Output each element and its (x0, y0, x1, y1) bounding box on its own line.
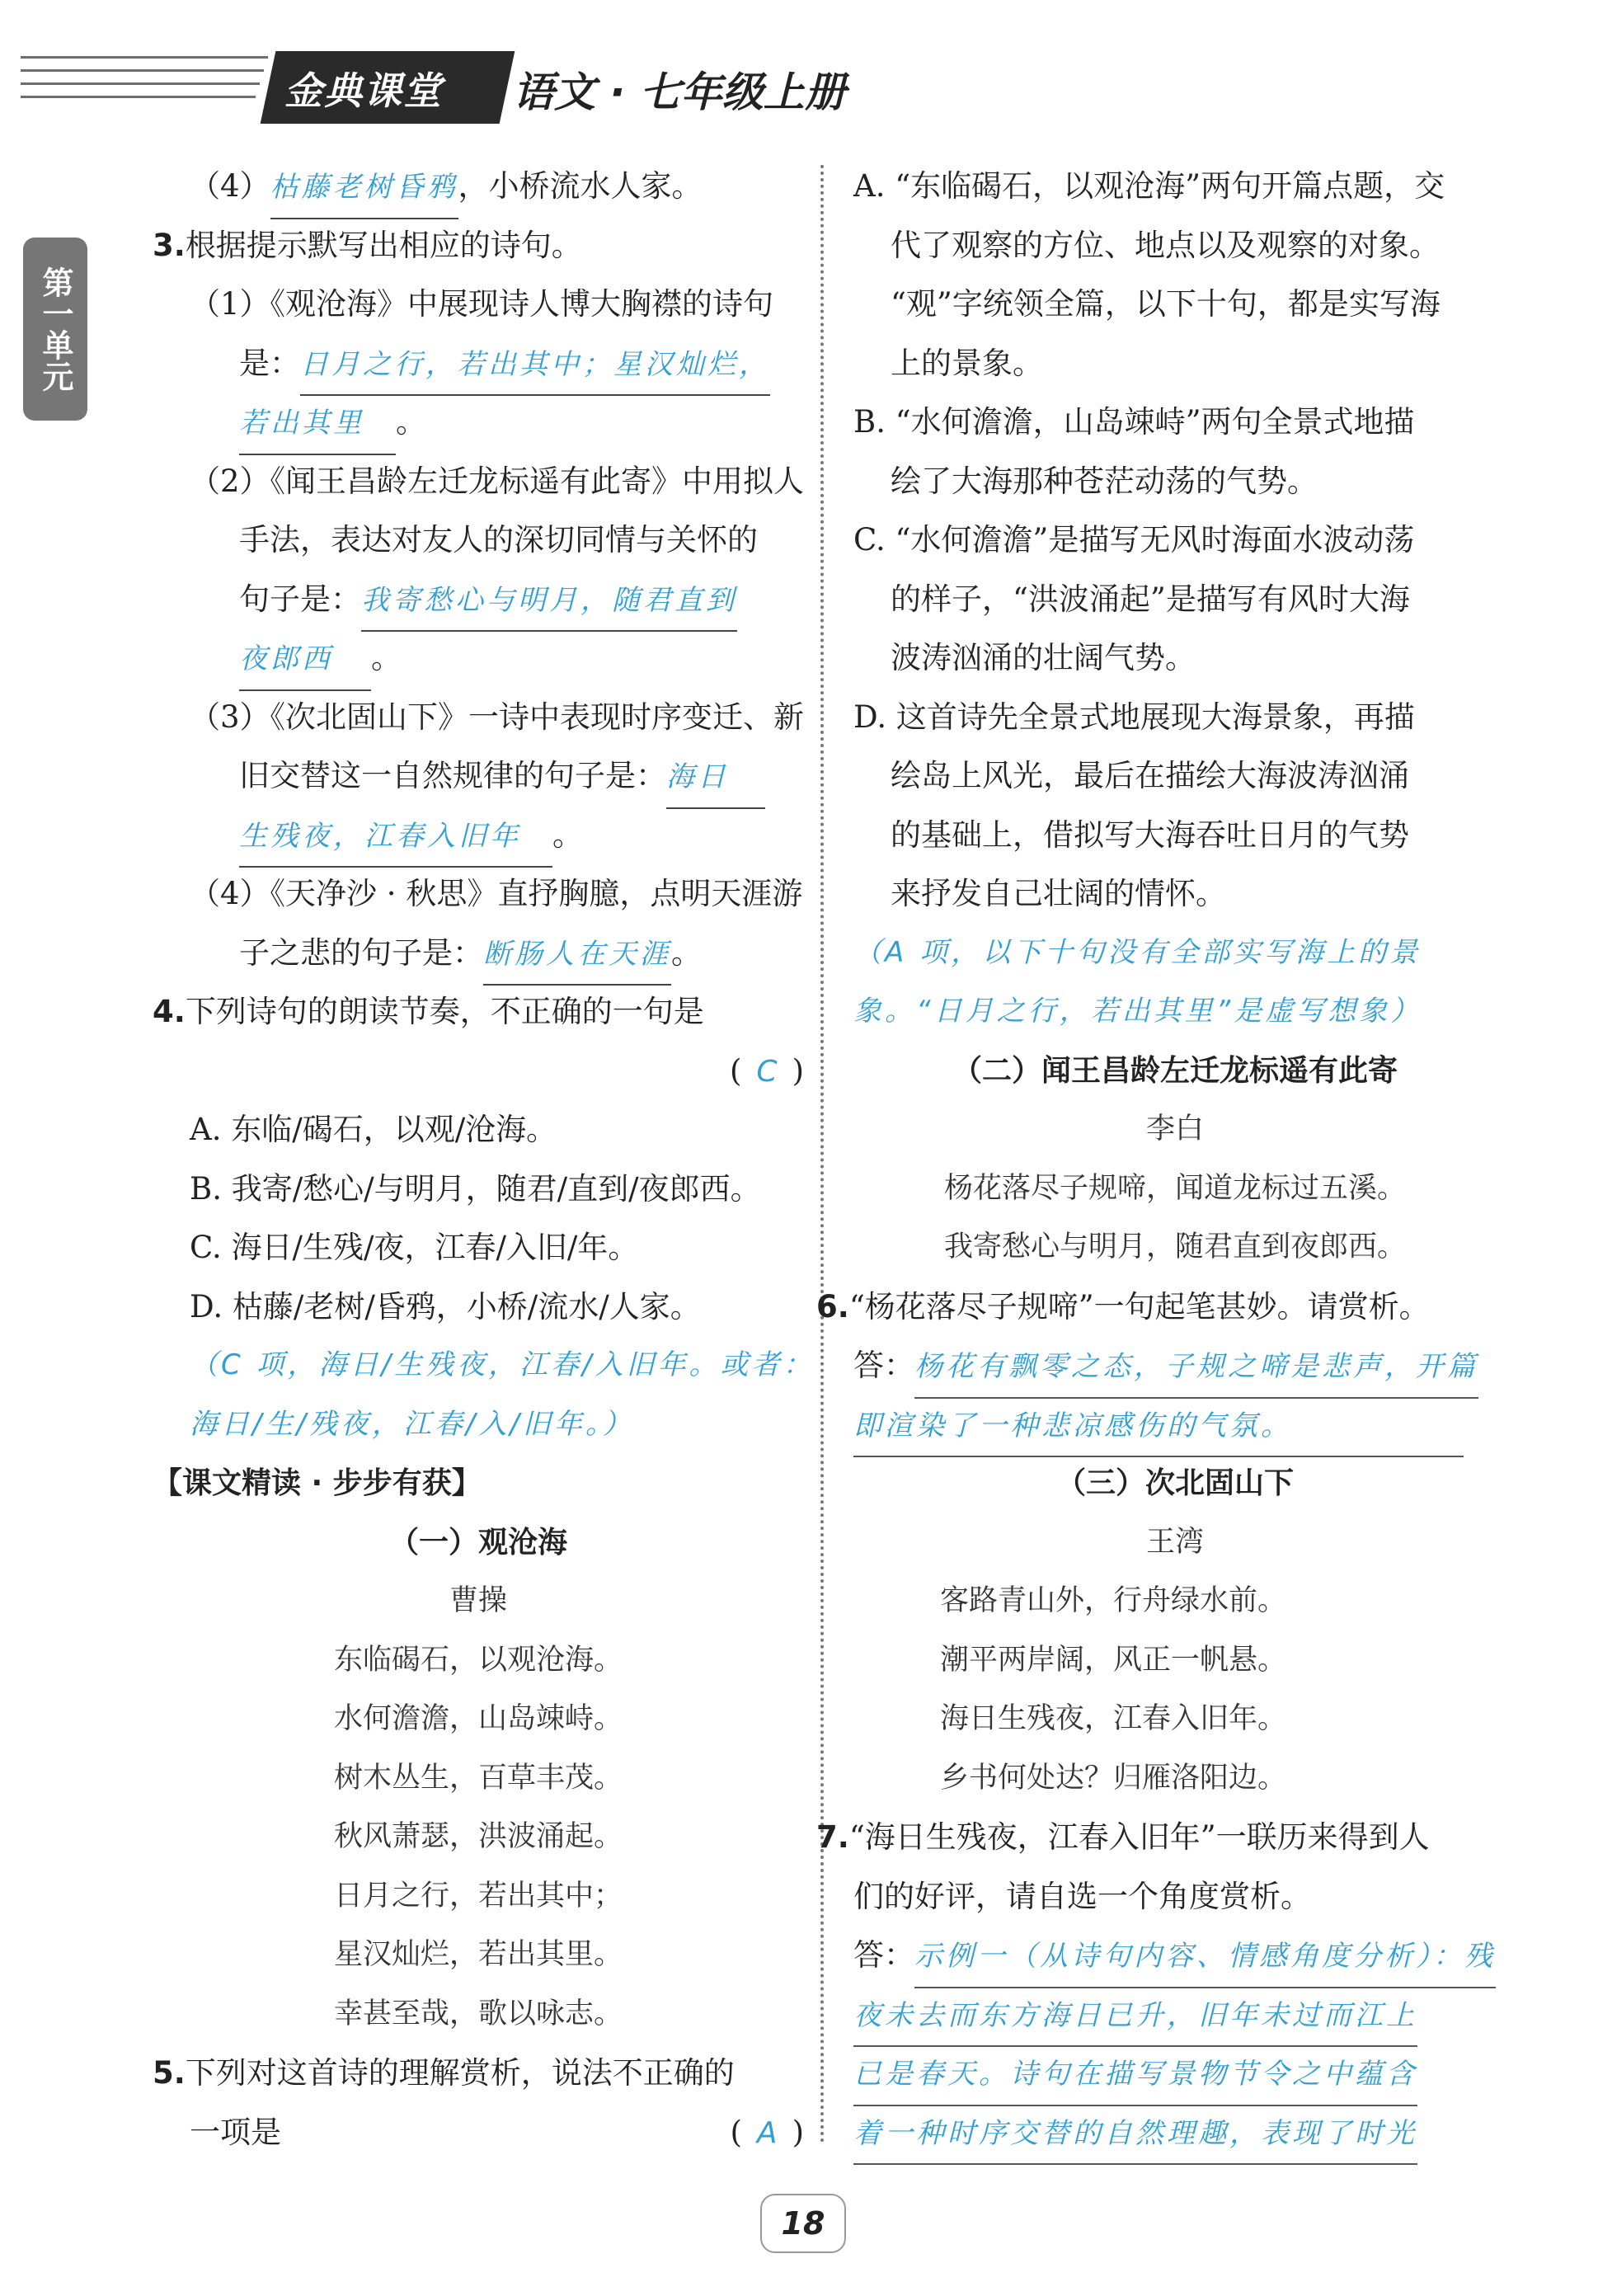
poem-line: 客路青山外，行舟绿水前。 (940, 1584, 1287, 1617)
question-stem: 下列对这首诗的理解赏析，说法不正确的 (185, 2055, 735, 2091)
answer-fill: 生残夜，江春入旧年 (239, 807, 552, 868)
section-heading: 【课文精读 · 步步有获】 (153, 1466, 482, 1500)
item-suffix: ，小桥流水人家。 (458, 168, 703, 204)
answer-fill: 断肠人在天涯 (483, 925, 671, 986)
q5-option-d: 的基础上，借拟写大海吞吐日月的气势 (891, 816, 1409, 853)
left-column (153, 157, 815, 2162)
q4-option: D. 枯藤/老树/昏鸦，小桥/流水/人家。 (190, 1288, 701, 1324)
answer-text: 已是春天。诗句在描写景物节令之中蕴含 (853, 2045, 1417, 2106)
q2-item4 (153, 157, 804, 216)
q4-option: A. 东临/碣石，以观/沧海。 (190, 1112, 557, 1147)
q5-option-c: 的样子，“洪波涌起”是描写有风时大海 (891, 581, 1410, 617)
q7-answer-line (853, 2103, 1497, 2162)
item-prefix: （4） (190, 168, 270, 204)
poem-line: 东临碣石，以观沧海。 (333, 1643, 623, 1677)
q3-p4-answer-line (153, 924, 804, 983)
page-header (0, 41, 924, 124)
q4-stem (153, 982, 804, 1042)
prompt-text: 旧交替这一自然规律的句子是： (239, 758, 666, 793)
q5-option-c: 波涛汹涌的壮阔气势。 (891, 640, 1196, 675)
poem-line: 星汉灿烂，若出其里。 (333, 1938, 623, 1971)
q3-p2-answer-line (153, 628, 804, 688)
answer-fill: 海日 (666, 748, 765, 809)
question-number: 5. (153, 2055, 186, 2091)
q3-p4-line: （4）《天净沙 · 秋思》直抒胸臆，点明天涯游 (190, 876, 803, 911)
answer-label: 答： (853, 1348, 914, 1383)
header-line (21, 82, 260, 85)
punctuation: 。 (552, 816, 583, 853)
poem-line: 树木丛生，百草丰茂。 (333, 1761, 623, 1795)
q3-p3-answer-line (153, 746, 804, 806)
question-stem: 根据提示默写出相应的诗句。 (185, 227, 582, 263)
poem-author: 王湾 (1145, 1525, 1204, 1559)
poem-author: 李白 (1145, 1113, 1204, 1146)
q3-p1-answer-line (153, 393, 804, 452)
unit-tab: 第一单元 (23, 238, 87, 421)
question-stem: “杨花落尽子规啼”一句起笔甚妙。请赏析。 (848, 1288, 1430, 1324)
q5-stem (153, 2044, 804, 2103)
right-column (816, 157, 1497, 2162)
q6-stem (816, 1277, 1497, 1337)
q5-option-d: 来抒发自己壮阔的情怀。 (891, 876, 1226, 911)
answer-bracket: ( A ) (730, 2114, 804, 2150)
q4-option: B. 我寄/愁心/与明月，随君/直到/夜郎西。 (190, 1170, 761, 1207)
answer-fill: 我寄愁心与明月，随君直到 (361, 572, 737, 633)
answer-text: 夜未去而东方海日已升，旧年未过而江上 (853, 1987, 1417, 2048)
q5-option-a: “观”字统领全篇，以下十句，都是实写海 (891, 286, 1441, 322)
q5-note: 象。“日月之行，若出其里”是虚写想象） (853, 995, 1422, 1028)
question-stem: “海日生残夜，江春入旧年”一联历来得到人 (848, 1819, 1430, 1855)
answer-label: 答： (853, 1937, 914, 1973)
q7-stem (816, 1808, 1497, 1867)
q4-option: C. 海日/生残/夜，江春/入旧/年。 (190, 1230, 639, 1265)
poem-author: 曹操 (449, 1584, 507, 1617)
prompt-text: 句子是： (239, 581, 361, 617)
question-number: 4. (153, 994, 186, 1029)
answer-text: 示例一（从诗句内容、情感角度分析）：残 (914, 1927, 1496, 1988)
punctuation: 。 (671, 934, 702, 971)
answer-text: 即渲染了一种悲凉感伤的气氛。 (853, 1397, 1464, 1458)
question-number: 3. (153, 227, 186, 263)
punctuation: 。 (396, 404, 426, 440)
q4-note: 海日/生/残夜，江春/入/旧年。） (190, 1407, 634, 1441)
poem-line: 乡书何处达？归雁洛阳边。 (940, 1761, 1287, 1795)
question-number: 7. (816, 1819, 849, 1855)
q7-answer-line (853, 1985, 1497, 2044)
answer-choice: A (756, 2115, 778, 2150)
q5-option-b: B. “水何澹澹，山岛竦峙”两句全景式地描 (853, 404, 1415, 440)
prompt-text: 是： (239, 345, 300, 381)
q7-answer-line (853, 1926, 1497, 1985)
answer-fill: 若出其里 (239, 394, 396, 455)
question-stem: 下列诗句的朗读节奏，不正确的一句是 (185, 994, 704, 1029)
poem-line: 日月之行，若出其中； (333, 1879, 623, 1913)
q3-p1-answer-line (153, 334, 804, 393)
answer-text: 杨花有飘零之态，子规之啼是悲声，开篇 (914, 1338, 1478, 1399)
q6-answer-line (853, 1336, 1497, 1395)
q5-option-a: 代了观察的方位、地点以及观察的对象。 (891, 227, 1440, 263)
q3-p2-line: （2）《闻王昌龄左迁龙标遥有此寄》中用拟人 (190, 463, 805, 499)
brand-title: 金典课堂 (284, 68, 443, 113)
poem-title: （二）闻王昌龄左迁龙标遥有此寄 (952, 1053, 1398, 1088)
q3-p1-line: （1）《观沧海》中展现诗人博大胸襟的诗句 (190, 286, 774, 322)
q5-option-a: 上的景象。 (891, 345, 1043, 381)
question-number: 6. (816, 1288, 849, 1324)
poem-title: （三）次北固山下 (1055, 1466, 1294, 1500)
question-stem: 一项是 (190, 2114, 281, 2150)
q5-option-a: A. “东临碣石，以观沧海”两句开篇点题，交 (853, 168, 1445, 204)
poem-line: 秋风萧瑟，洪波涌起。 (333, 1820, 623, 1853)
poem-line: 幸甚至哉，歌以咏志。 (333, 1997, 623, 2030)
q3-p3-answer-line (153, 806, 804, 865)
q3-p2-line: 手法，表达对友人的深切同情与关怀的 (239, 522, 758, 558)
answer-text: 着一种时序交替的自然理趣，表现了时光 (853, 2105, 1417, 2166)
answer-fill: 枯藤老树昏鸦 (270, 158, 458, 219)
q4-note: （C 项，海日/生残夜，江春/入旧年。或者： (190, 1348, 815, 1381)
q3-p2-answer-line (153, 570, 804, 629)
header-line (21, 56, 268, 59)
prompt-text: 子之悲的句子是： (239, 934, 483, 971)
poem-line: 潮平两岸阔，风正一帆悬。 (940, 1643, 1287, 1677)
poem-line: 水何澹澹，山岛竦峙。 (333, 1702, 623, 1735)
q5-note: （A 项，以下十句没有全部实写海上的景 (853, 935, 1422, 969)
answer-bracket: ( C ) (729, 1052, 804, 1089)
q3-p3-line: （3）《次北固山下》一诗中表现时序变迁、新 (190, 699, 805, 735)
q5-option-d: D. 这首诗先全景式地展现大海景象，再描 (853, 699, 1415, 735)
punctuation: 。 (371, 640, 402, 675)
q5-option-b: 绘了大海那种苍茫动荡的气势。 (891, 463, 1318, 499)
q7-stem-cont: 们的好评，请自选一个角度赏析。 (853, 1878, 1311, 1914)
q5-option-d: 绘岛上风光，最后在描绘大海波涛汹涌 (891, 758, 1409, 793)
poem-line: 杨花落尽子规啼，闻道龙标过五溪。 (943, 1171, 1406, 1205)
q5-option-c: C. “水何澹澹”是描写无风时海面水波动荡 (853, 522, 1415, 558)
header-line (21, 69, 264, 72)
page-number: 18 (760, 2194, 846, 2253)
answer-fill: 夜郎西 (239, 630, 371, 691)
answer-fill: 日月之行，若出其中；星汉灿烂， (300, 336, 770, 397)
q7-answer-line (853, 2044, 1497, 2103)
q5-stem-cont (153, 2103, 804, 2162)
header-line (21, 96, 256, 98)
poem-line: 海日生残夜，江春入旧年。 (940, 1702, 1287, 1735)
answer-choice: C (756, 1054, 778, 1089)
q4-answer-row (153, 1042, 804, 1101)
q3-stem (153, 216, 804, 275)
q6-answer-line (853, 1395, 1497, 1455)
book-title: 语文 · 七年级上册 (513, 68, 846, 116)
poem-title: （一）观沧海 (388, 1525, 567, 1560)
poem-line: 我寄愁心与明月，随君直到夜郎西。 (943, 1230, 1406, 1263)
